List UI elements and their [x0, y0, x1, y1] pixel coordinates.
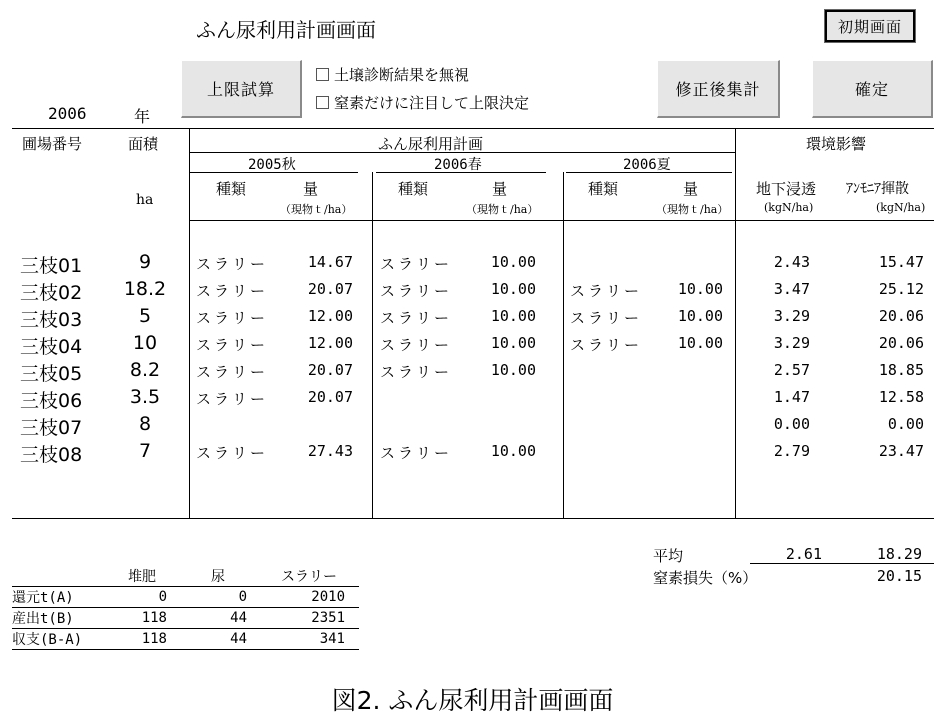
p1-type: スラリー: [196, 282, 269, 300]
field-name: 三枝05: [20, 363, 83, 385]
field-name: 三枝02: [20, 282, 83, 304]
leach-value: 1.47: [773, 388, 810, 406]
field-name: 三枝04: [20, 336, 83, 358]
leach-value: 2.79: [773, 442, 810, 460]
p2-amount-header: 量: [492, 180, 508, 198]
balance-table: [12, 566, 359, 650]
field-area: 18.2: [123, 278, 167, 300]
field-name: 三枝06: [20, 390, 83, 412]
ammonia-value: 15.47: [878, 253, 924, 271]
average-ammonia: 18.29: [876, 545, 922, 563]
balance-value: 0: [158, 589, 167, 605]
ammonia-header: ｱﾝﾓﾆｱ揮散: [846, 181, 909, 197]
p3-amount: 10.00: [677, 280, 723, 298]
balance-header-row: [12, 566, 359, 587]
p3-type: スラリー: [570, 309, 643, 327]
page-title: ふん尿利用計画画面: [196, 18, 376, 42]
p2-type: スラリー: [380, 363, 453, 381]
balance-value: 341: [319, 631, 345, 647]
balance-value: 44: [230, 610, 247, 626]
period-2006-summer: 2006夏: [623, 157, 671, 173]
plan-header: ふん尿利用計画: [378, 135, 484, 153]
p2-amount: 10.00: [490, 334, 536, 352]
balance-header-urine: 尿: [211, 569, 225, 585]
balance-row-produced: [12, 608, 359, 629]
balance-row-returned: [12, 587, 359, 608]
field-area: 8: [138, 413, 152, 435]
p1-amount: 20.07: [307, 388, 353, 406]
col-divider-2: [372, 172, 373, 519]
balance-label: 収支(B-A): [12, 632, 83, 648]
p1-amount: 20.07: [307, 280, 353, 298]
balance-label: 還元t(A): [12, 590, 74, 606]
p3-type: スラリー: [570, 282, 643, 300]
ammonia-value: 25.12: [878, 280, 924, 298]
upper-limit-calc-button[interactable]: 上限試算: [181, 60, 302, 118]
ammonia-value: 20.06: [878, 334, 924, 352]
p1-type: スラリー: [196, 444, 269, 462]
ammonia-value: 23.47: [878, 442, 924, 460]
field-no-header: 圃場番号: [22, 135, 83, 153]
p1-type-header: 種類: [216, 180, 247, 198]
p1-amount: 14.67: [307, 253, 353, 271]
leach-value: 3.29: [773, 307, 810, 325]
nitrogen-loss-label: 窒素損失（%）: [653, 569, 758, 587]
p2-type: スラリー: [380, 336, 453, 354]
p2-type: スラリー: [380, 255, 453, 273]
balance-label: 産出t(B): [12, 611, 74, 627]
p1-amount: 12.00: [307, 334, 353, 352]
p1-type: スラリー: [196, 390, 269, 408]
leach-unit: (kgN/ha): [764, 201, 814, 214]
balance-row-net: [12, 629, 359, 650]
figure-caption: 図2. ふん尿利用計画画面: [331, 686, 614, 715]
p3-type: スラリー: [570, 336, 643, 354]
leach-value: 3.29: [773, 334, 810, 352]
checkbox-icon[interactable]: [316, 68, 329, 81]
header-bottom-line: [190, 220, 934, 221]
area-header: 面積: [128, 135, 159, 153]
leach-header: 地下浸透: [756, 180, 817, 198]
ammonia-value: 20.06: [878, 307, 924, 325]
p2-type-header: 種類: [398, 180, 429, 198]
col-divider-1: [189, 128, 190, 519]
ammonia-unit: (kgN/ha): [876, 201, 926, 214]
balance-value: 2010: [311, 589, 345, 605]
p1-amount: 20.07: [307, 361, 353, 379]
ignore-soil-label: 土壌診断結果を無視: [334, 66, 470, 84]
p1-amount: 12.00: [307, 307, 353, 325]
leach-value: 0.00: [773, 415, 810, 433]
field-area: 7: [138, 440, 152, 462]
leach-value: 2.43: [773, 253, 810, 271]
balance-header-slurry: スラリー: [281, 569, 337, 585]
table-bottom-border: [12, 518, 934, 519]
ignore-soil-checkbox[interactable]: [316, 64, 469, 85]
p3-amount: 10.00: [677, 334, 723, 352]
p1-amount-header: 量: [303, 180, 319, 198]
p3-amount-unit: （現物ｔ/ha）: [656, 203, 729, 216]
field-area: 10: [132, 332, 158, 354]
p2-type: スラリー: [380, 309, 453, 327]
year-suffix: 年: [134, 107, 151, 126]
average-underline: [750, 563, 934, 564]
p2-type: スラリー: [380, 444, 453, 462]
field-name: 三枝07: [20, 417, 83, 439]
balance-value: 118: [141, 631, 167, 647]
field-name: 三枝01: [20, 255, 83, 277]
field-area: 8.2: [129, 359, 161, 381]
average-label: 平均: [653, 547, 684, 565]
field-name: 三枝03: [20, 309, 83, 331]
field-area: 3.5: [129, 386, 161, 408]
p1-type: スラリー: [196, 309, 269, 327]
initial-screen-button[interactable]: 初期画面: [825, 10, 915, 42]
field-name: 三枝08: [20, 444, 83, 466]
env-header: 環境影響: [806, 135, 867, 153]
nitrogen-only-checkbox[interactable]: [316, 92, 529, 113]
p3-amount-header: 量: [683, 180, 699, 198]
balance-value: 2351: [311, 610, 345, 626]
p1-amount: 27.43: [307, 442, 353, 460]
p1-type: スラリー: [196, 336, 269, 354]
col-divider-4: [735, 128, 736, 519]
balance-value: 118: [141, 610, 167, 626]
p3-amount: 10.00: [677, 307, 723, 325]
balance-header-blank: [12, 566, 107, 587]
p2-amount: 10.00: [490, 361, 536, 379]
balance-header-compost: 堆肥: [128, 569, 156, 585]
p2-amount: 10.00: [490, 280, 536, 298]
field-area: 9: [138, 251, 152, 273]
checkbox-icon[interactable]: [316, 96, 329, 109]
year-value: 2006: [48, 104, 87, 123]
p1-type: スラリー: [196, 363, 269, 381]
field-area: 5: [138, 305, 152, 327]
p2-amount: 10.00: [490, 442, 536, 460]
table-top-border: [12, 128, 934, 129]
revised-total-button[interactable]: 修正後集計: [657, 60, 780, 118]
ammonia-value: 12.58: [878, 388, 924, 406]
p2-amount: 10.00: [490, 253, 536, 271]
ammonia-value: 18.85: [878, 361, 924, 379]
nitrogen-only-label: 窒素だけに注目して上限決定: [334, 94, 530, 112]
confirm-button[interactable]: 確定: [812, 60, 933, 118]
period-2005-autumn: 2005秋: [248, 157, 296, 173]
leach-value: 3.47: [773, 280, 810, 298]
p2-amount: 10.00: [490, 307, 536, 325]
p1-amount-unit: （現物ｔ/ha）: [280, 203, 353, 216]
nitrogen-loss-value: 20.15: [876, 567, 922, 585]
average-leach: 2.61: [785, 545, 822, 563]
balance-value: 44: [230, 631, 247, 647]
p2-type: スラリー: [380, 282, 453, 300]
leach-value: 2.57: [773, 361, 810, 379]
balance-value: 0: [238, 589, 247, 605]
col-divider-3: [563, 172, 564, 519]
p1-type: スラリー: [196, 255, 269, 273]
area-unit: ha: [136, 192, 154, 208]
p2-amount-unit: （現物ｔ/ha）: [466, 203, 539, 216]
p3-type-header: 種類: [588, 180, 619, 198]
ammonia-value: 0.00: [887, 415, 924, 433]
period-2006-spring: 2006春: [434, 157, 482, 173]
